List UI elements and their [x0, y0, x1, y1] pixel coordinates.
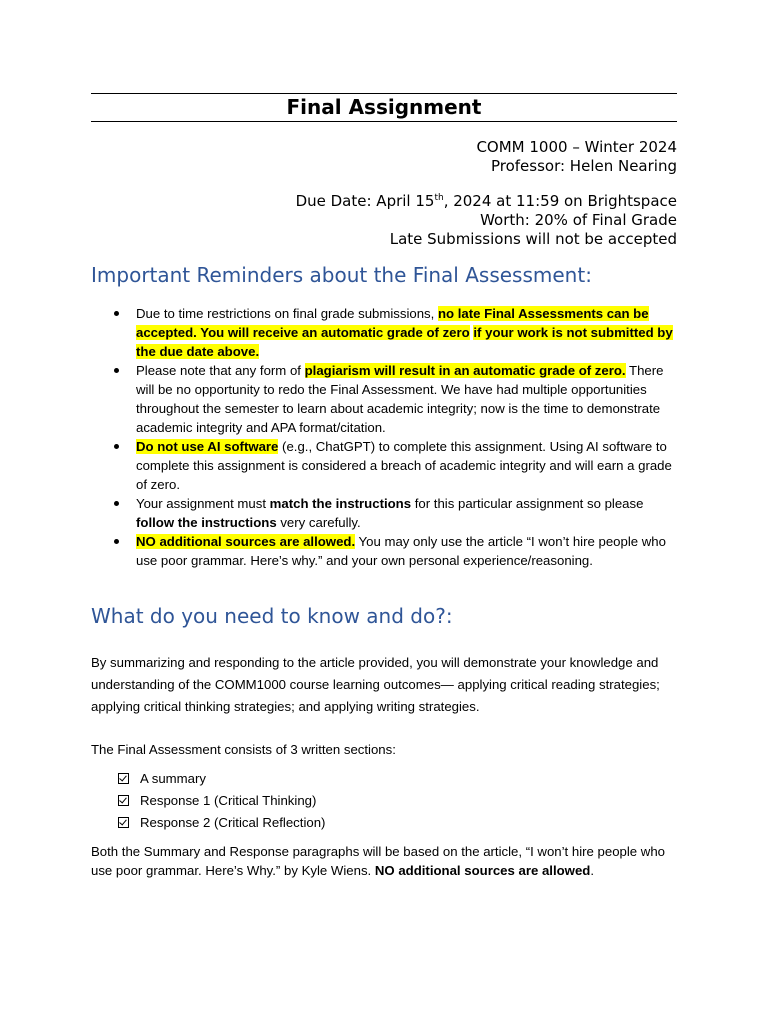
reminders-heading: Important Reminders about the Final Assessment:	[91, 263, 592, 287]
text-run: Due to time restrictions on final grade submissions,	[136, 306, 438, 321]
sections-checklist	[118, 768, 325, 834]
reminder-item	[112, 494, 677, 532]
bold-text: follow the instructions	[136, 515, 277, 530]
text-run: very carefully.	[276, 515, 361, 530]
article-paragraph	[91, 842, 677, 880]
text-run: Both the Summary and Response paragraphs will be based on the article, “I won’t hire people who use poor grammar. Here’s Why.” by Kyle Wiens.	[91, 844, 665, 878]
due-date-ordinal: th	[434, 193, 444, 203]
highlighted-text: no late Final Assessments can be accepted. You will receive an automatic grade of zero	[136, 306, 649, 340]
text-run: for this particular assignment so please	[411, 496, 644, 511]
highlighted-text: plagiarism will result in an automatic grade of zero.	[304, 363, 626, 378]
bold-text: match the instructions	[269, 496, 412, 511]
worth-line: Worth: 20% of Final Grade	[480, 211, 677, 229]
what-to-do-heading: What do you need to know and do?:	[91, 604, 453, 628]
professor-line: Professor: Helen Nearing	[490, 157, 677, 175]
intro-paragraph: By summarizing and responding to the article provided, you will demonstrate your knowledge and understanding of the COMM1000 course learning outcomes— applying critical reading strategies; applying critical thinking strategies; and applying writing strategies.	[91, 655, 660, 714]
due-date-prefix: Due Date: April 15	[295, 192, 435, 210]
text-run: Please note that any form of	[136, 363, 305, 378]
document-title: Final Assignment	[91, 93, 677, 122]
checkbox-checked-icon	[118, 773, 129, 784]
checkbox-checked-icon	[118, 795, 129, 806]
checklist-item-label: A summary	[140, 771, 206, 786]
text-run: .	[590, 863, 595, 878]
bullet-icon	[114, 539, 119, 544]
reminder-item	[112, 361, 677, 437]
text-run: Your assignment must	[136, 496, 270, 511]
checklist-item-label: Response 2 (Critical Reflection)	[140, 815, 326, 830]
highlighted-text: NO additional sources are allowed.	[136, 534, 356, 549]
checkbox-checked-icon	[118, 817, 129, 828]
due-date-line	[296, 192, 677, 211]
checklist-item	[118, 812, 325, 834]
reminder-item	[112, 532, 677, 570]
bullet-icon	[114, 311, 119, 316]
text-run: (e.g., ChatGPT) to complete this assignment. Using AI software to complete this assignment is considered a breach of academic integrity and will earn a grade of zero.	[136, 439, 672, 492]
course-line: COMM 1000 – Winter 2024	[476, 138, 677, 156]
checklist-item-label: Response 1 (Critical Thinking)	[140, 793, 317, 808]
checklist-item	[118, 768, 325, 790]
bold-text: NO additional sources are allowed	[374, 863, 591, 878]
late-policy-line: Late Submissions will not be accepted	[389, 230, 677, 248]
text-run: You may only use the article “I won’t hire people who use poor grammar. Here’s why.” and your own personal experience/reasoning.	[136, 534, 666, 568]
bullet-icon	[114, 444, 119, 449]
due-date-suffix: , 2024 at 11:59 on Brightspace	[443, 192, 677, 210]
reminder-item	[112, 304, 677, 361]
text-run: There will be no opportunity to redo the Final Assessment. We have had multiple opportunities throughout the semester to learn about academic integrity; now is the time to demonstrate academic integrity and APA format/citation.	[136, 363, 664, 435]
bullet-icon	[114, 368, 119, 373]
highlighted-text: Do not use AI software	[136, 439, 279, 454]
reminder-item	[112, 437, 677, 494]
bullet-icon	[114, 501, 119, 506]
reminders-list	[112, 304, 677, 570]
sections-intro-paragraph: The Final Assessment consists of 3 written sections:	[91, 742, 396, 757]
checklist-item	[118, 790, 325, 812]
highlighted-text: if your work is not submitted by the due date above.	[136, 325, 673, 359]
